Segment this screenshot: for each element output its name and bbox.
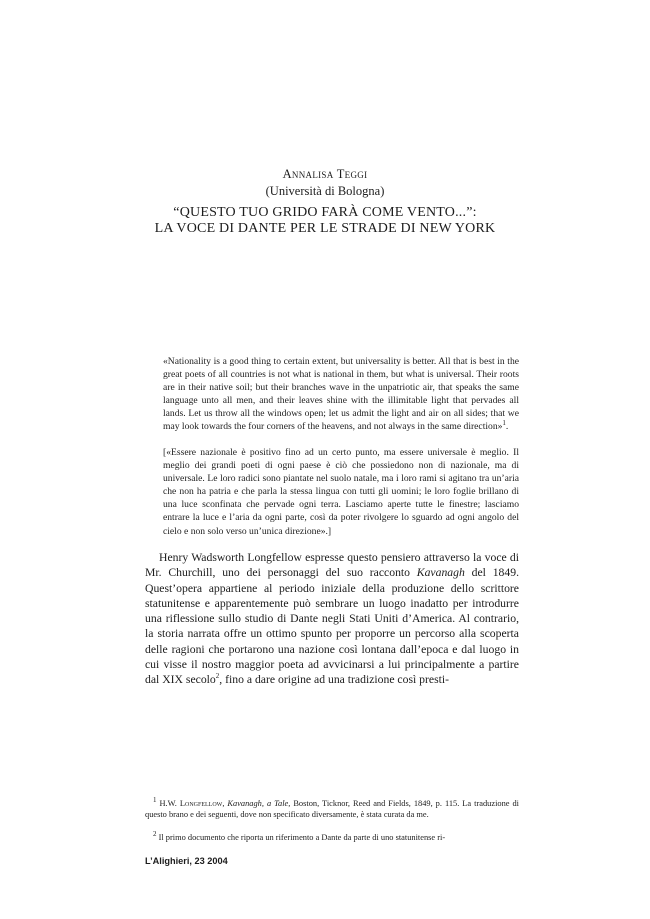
footnote-1-title: Kavanagh, a Tale	[227, 799, 289, 808]
body-text-2: del 1849. Quest’opera appartiene al periodo iniziale della produzione dello scrittore statunitense e apparentemente può sembrare un luogo inadatto per introdurre una riflessione sullo studio di Dante negli Stati Uniti d’America. Al contrario, la storia narrata offre un ottimo spunto per proporre un percorso alla scoperta delle ragioni che portarono una nazione così lontana dall’epoca e dal luogo in cui visse il nostro maggior poeta ad avvicinarsi a lui principalmente a partire dal XIX secolo	[145, 566, 520, 687]
article-title-line-1: “QUESTO TUO GRIDO FARÀ COME VENTO...”:	[173, 205, 477, 220]
footnote-1-sep: ,	[222, 799, 228, 808]
epigraph-english-end: .	[505, 421, 509, 433]
footnote-2-text: Il primo documento che riporta un riferimento a Dante da parte di uno statunitense ri-	[158, 833, 446, 842]
footnote-1	[145, 798, 519, 820]
footnote-1-author-initials: H.W.	[159, 799, 180, 808]
body-paragraph	[145, 550, 519, 688]
work-title-kavanagh: Kavanagh	[416, 566, 465, 580]
footnote-1-number: 1	[153, 796, 157, 805]
author-affiliation: (Università di Bologna)	[265, 184, 385, 198]
footnote-1-author: Longfellow	[179, 799, 223, 808]
body-text-1: Henry Wadsworth Longfellow espresse questo pensiero attraverso la voce di Mr. Churchill, uno dei personaggi del suo racconto	[145, 551, 519, 580]
article-title-line-2: LA VOCE DI DANTE PER LE STRADE DI NEW YORK	[154, 221, 496, 236]
footnote-1-text: , Boston, Ticknor, Reed and Fields, 1849, p. 115. La traduzione di questo brano e dei seguenti, dove non specificato diversamente, è stata curata da me.	[145, 799, 519, 820]
epigraph-english	[163, 355, 519, 434]
footnote-2	[145, 832, 519, 843]
footnote-ref-1[interactable]: 1	[502, 419, 506, 428]
footnote-ref-2[interactable]: 2	[215, 672, 220, 681]
footnote-2-number: 2	[153, 830, 157, 839]
journal-footer: L’Alighieri, 23 2004	[145, 856, 228, 866]
epigraph-english-text: «Nationality is a good thing to certain extent, but universality is better. All that is best in the great poets of all countries is not what is national in them, but what is universal. Their roots are in their native soil; but their branches wave in the unpatriotic air, that speaks the same language unto all men, and their leaves shine with the illimitable light that pervades all lands. Let us throw all the windows open; let us admit the light and air on all sides; that we may look towards the four corners of the heavens, and not always in the same direction»	[163, 356, 519, 433]
body-text-3: , fino a dare origine ad una tradizione così presti-	[219, 673, 450, 687]
epigraph-italian: [«Essere nazionale è positivo fino ad un certo punto, ma essere universale è meglio. Il meglio dei grandi poeti di ogni paese è ciò che possiedono non di nazionale, ma di universale. Le loro radici sono piantate nel suolo natale, ma i loro rami si agitano tra un’aria che non ha patria e che parla la stessa lingua con tutti gli uomini; le loro foglie brillano di una luce sconfinata che pervade ogni terra. Lasciamo aperte tutte le finestre; lasciamo entrare la luce e l’aria da ogni parte, così da poter rivolgere lo sguardo ad ogni angolo del cielo e non solo verso un’unica direzione».]	[163, 447, 519, 537]
author-name: Annalisa Teggi	[282, 167, 368, 181]
